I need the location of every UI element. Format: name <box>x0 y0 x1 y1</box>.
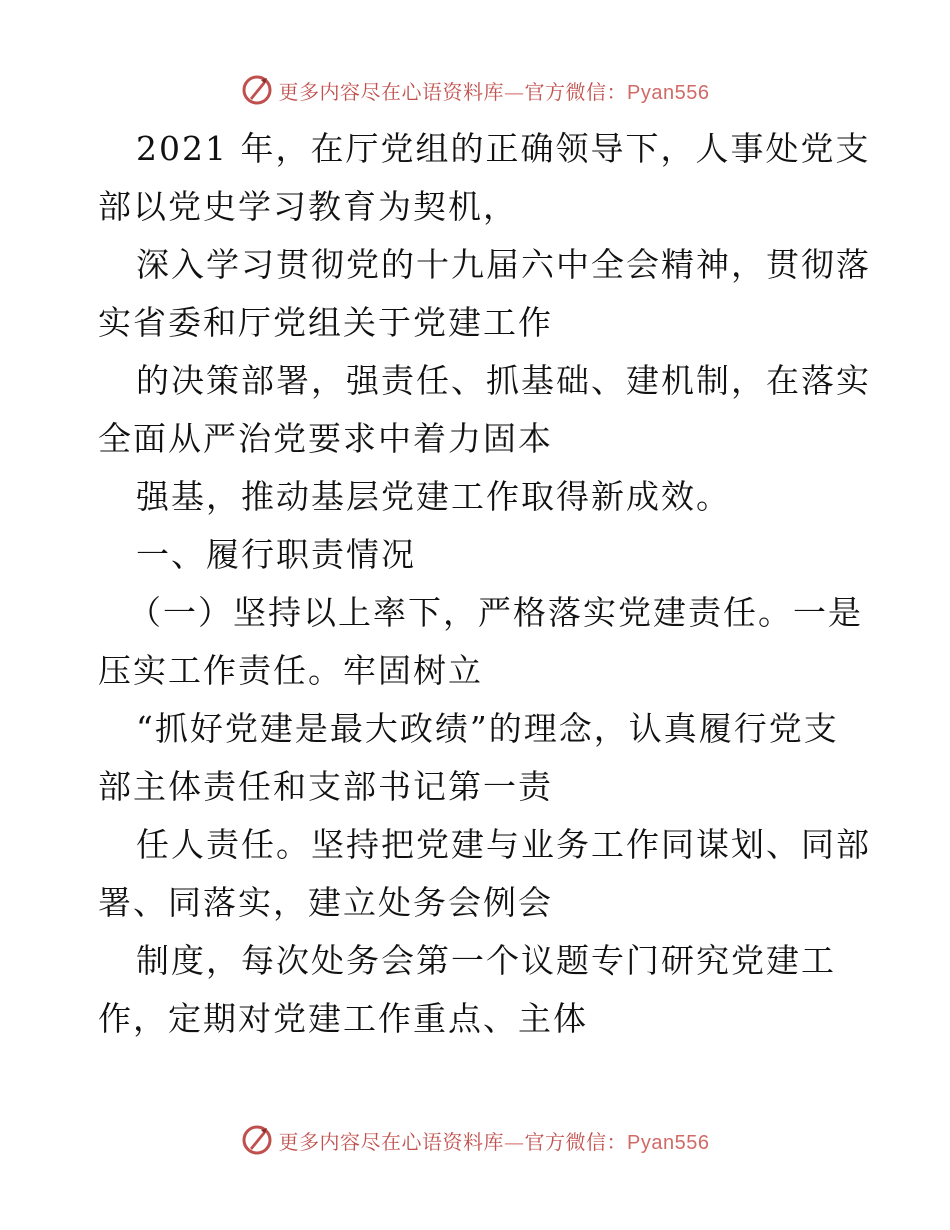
document-body <box>98 120 871 1048</box>
paragraph-line: 部以党史学习教育为契机， <box>98 187 518 226</box>
paragraph-line: 任人责任。坚持把党建与业务工作同谋划、同部 <box>136 825 871 864</box>
paragraph-line: 作，定期对党建工作重点、主体 <box>98 999 588 1038</box>
paragraph-line: 深入学习贯彻党的十九届六中全会精神，贯彻落 <box>136 245 871 284</box>
paragraph-line: 压实工作责任。牢固树立 <box>98 651 483 690</box>
paragraph-line: 强基，推动基层党建工作取得新成效。 <box>136 477 731 516</box>
header-watermark <box>0 70 950 110</box>
watermark-text: 更多内容尽在心语资料库—官方微信：Pyan556 <box>278 1129 710 1154</box>
paragraph-line: 部主体责任和支部书记第一责 <box>98 767 553 806</box>
quill-pen-logo-icon <box>241 74 273 106</box>
paragraph-line: “抓好党建是最大政绩”的理念，认真履行党支 <box>136 709 839 748</box>
watermark-text: 更多内容尽在心语资料库—官方微信：Pyan556 <box>278 79 710 104</box>
paragraph-line: 的决策部署，强责任、抓基础、建机制，在落实 <box>136 361 871 400</box>
paragraph-line: 2021 年，在厅党组的正确领导下，人事处党支 <box>136 129 871 168</box>
paragraph-line: （一）坚持以上率下，严格落实党建责任。一是 <box>128 593 863 632</box>
quill-pen-logo-icon <box>241 1124 273 1156</box>
paragraph-line: 署、同落实，建立处务会例会 <box>98 883 553 922</box>
paragraph-line: 全面从严治党要求中着力固本 <box>98 419 553 458</box>
paragraph-line: 实省委和厅党组关于党建工作 <box>98 303 553 342</box>
footer-watermark <box>0 1120 950 1160</box>
paragraph-line: 制度，每次处务会第一个议题专门研究党建工 <box>136 941 836 980</box>
section-heading: 一、履行职责情况 <box>136 535 416 574</box>
